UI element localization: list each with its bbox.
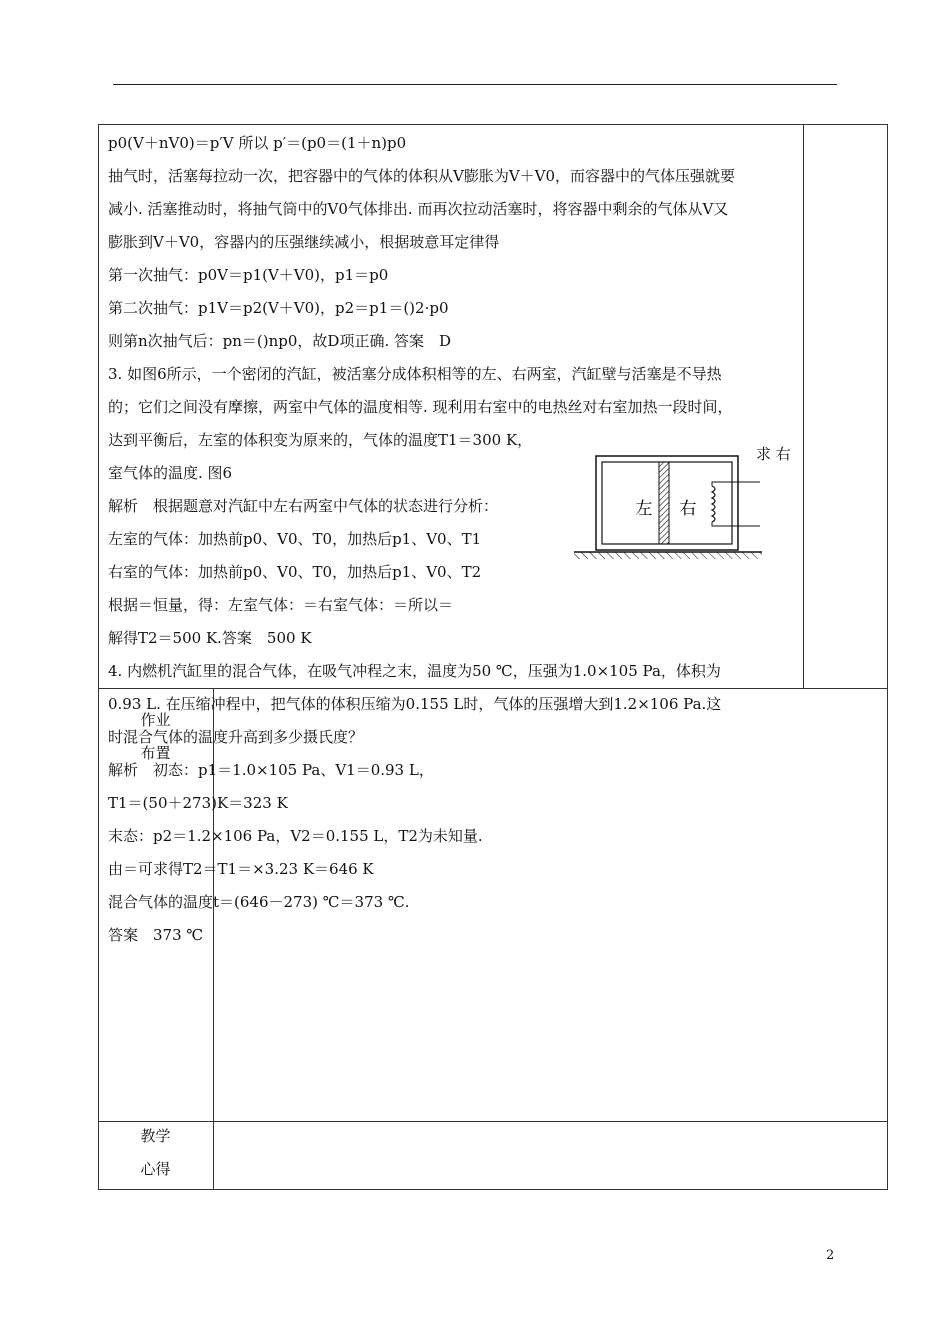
content-line: 的；它们之间没有摩擦，两室中气体的温度相等. 现利用右室中的电热丝对右室加热一段时间， (108, 398, 733, 416)
content-line: T1＝(50＋273)K＝323 K (108, 794, 288, 812)
heating-wire-coil (712, 486, 715, 522)
content-line: 答案 373 ℃ (108, 926, 204, 944)
content-line: 末态：p2＝1.2×106 Pa，V2＝0.155 L，T2为未知量. (108, 827, 483, 845)
reflection-label-line2: 心得 (140, 1160, 171, 1178)
heating-wire-lead-top (712, 482, 760, 486)
content-line: 0.93 L. 在压缩冲程中，把气体的体积压缩为0.155 L时，气体的压强增大到1.2×106 Pa.这 (108, 695, 722, 713)
content-line: 解析 根据题意对汽缸中左右两室中气体的状态进行分析： (108, 497, 499, 515)
content-line: 3. 如图6所示，一个密闭的汽缸，被活塞分成体积相等的左、右两室，汽缸壁与活塞是不导热 (108, 365, 722, 383)
ground-hatch (574, 552, 762, 559)
content-line: 混合气体的温度t＝(646－273) ℃＝373 ℃. (108, 893, 410, 911)
content-line: 右室的气体：加热前p0、V0、T0，加热后p1、V0、T2 (108, 563, 482, 581)
content-line: 第二次抽气：p1V＝p2(V＋V0)，p2＝p1＝()2·p0 (108, 299, 449, 317)
right-chamber-label: 右 (679, 499, 697, 519)
header-rule (113, 84, 837, 85)
piston (659, 462, 669, 544)
content-line: 由＝可求得T2＝T1＝×3.23 K＝646 K (108, 860, 374, 878)
reflection-label (98, 1120, 213, 1186)
content-line: 减小. 活塞推动时，将抽气筒中的V0气体排出. 而再次拉动活塞时，将容器中剩余的气体从V又 (108, 200, 729, 218)
content-line: 抽气时，活塞每拉动一次，把容器中的气体的体积从V膨胀为V＋V0，而容器中的气体压强就要 (108, 167, 736, 185)
question-trailing-text: 求 右 (756, 445, 791, 463)
content-line: p0(V＋nV0)＝p′V 所以 p′＝(p0＝(1＋n)p0 (108, 134, 407, 152)
content-line: 解析 初态：p1＝1.0×105 Pa、V1＝0.93 L， (108, 761, 434, 779)
reflection-label-line1: 教学 (140, 1127, 171, 1145)
content-line: 室气体的温度. 图6 (108, 464, 233, 482)
side-column-divider (803, 124, 804, 688)
content-line: 解得T2＝500 K.答案 500 K (108, 629, 312, 647)
content-line: 左室的气体：加热前p0、V0、T0，加热后p1、V0、T1 (108, 530, 482, 548)
content-line: 达到平衡后，左室的体积变为原来的，气体的温度T1＝300 K， (108, 431, 533, 449)
content-line: 根据＝恒量，得：左室气体：＝右室气体：＝所以＝ (108, 596, 454, 614)
content-line: 时混合气体的温度升高到多少摄氏度？ (108, 728, 364, 746)
heating-wire-lead-bottom (712, 522, 760, 526)
content-line: 4. 内燃机汽缸里的混合气体，在吸气冲程之末，温度为50 ℃，压强为1.0×105 Pa，体积为 (108, 662, 721, 680)
homework-label-line2: 布置 (140, 744, 171, 762)
content-line: 膨胀到V＋V0，容器内的压强继续减小，根据玻意耳定律得 (108, 233, 500, 251)
content-line: 则第n次抽气后：pn＝()np0，故D项正确. 答案 D (108, 332, 452, 350)
content-line: 第一次抽气：p0V＝p1(V＋V0)，p1＝p0 (108, 266, 389, 284)
homework-label (98, 704, 213, 770)
page-number: 2 (826, 1248, 835, 1263)
cylinder-figure (570, 448, 766, 566)
left-chamber-label: 左 (635, 499, 653, 519)
homework-label-line1: 作业 (140, 711, 171, 729)
row-divider-reflection (98, 1121, 888, 1122)
